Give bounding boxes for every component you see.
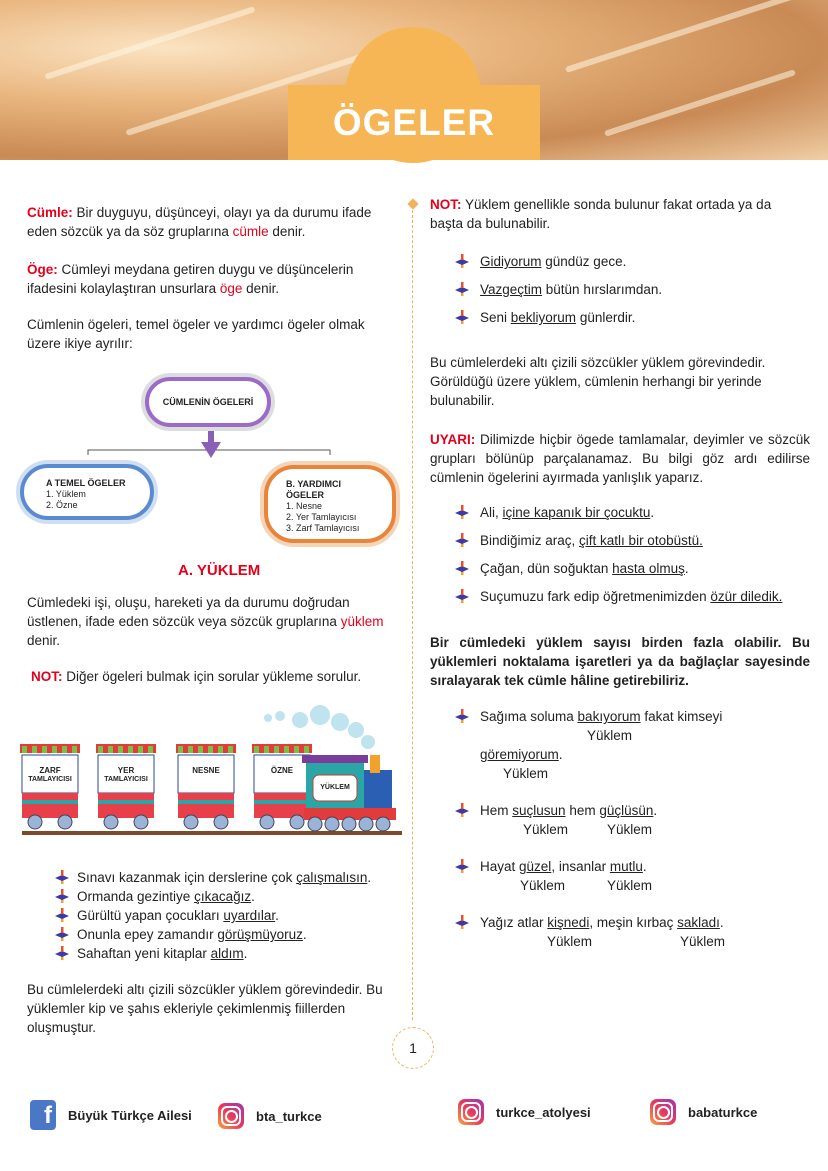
underlined-predicate: aldım	[210, 946, 244, 961]
temel-item: 2. Özne	[46, 500, 78, 510]
underlined-predicate: sakladı	[677, 915, 720, 930]
yardimci-item: 3. Zarf Tamlayıcısı	[286, 523, 360, 533]
sentence-text: , meşin kırbaç	[589, 915, 678, 930]
footer-instagram[interactable]	[218, 1103, 322, 1129]
example-sentence	[480, 503, 654, 522]
wagon-text: ZARF	[39, 766, 61, 775]
sentence-text: hem	[565, 803, 600, 818]
train-wagon-label	[98, 766, 154, 784]
underlined-predicate: uyardılar	[223, 908, 276, 923]
term: Öge:	[27, 262, 58, 277]
underlined-predicate: mutlu	[609, 859, 643, 874]
underlined-predicate: Vazgeçtim	[480, 282, 543, 297]
highlight: öge	[219, 281, 243, 296]
underlined-predicate: güçlüsün	[599, 803, 654, 818]
instagram-icon	[458, 1099, 484, 1125]
section-title: A. YÜKLEM	[178, 562, 261, 579]
sentence-text: .	[251, 889, 255, 904]
multi-predicate-note: Bir cümledeki yüklem sayısı birden fazla olabilir. Bu yüklemleri noktalama işaretleri ya da bağlaçlar sayesinde sıralayarak tek cümle hâline getirebiliriz.	[430, 635, 810, 688]
page-number: 1	[392, 1027, 434, 1069]
bullet-icon	[455, 589, 469, 603]
sentence-text: Yağız atlar	[480, 915, 548, 930]
wagon-text: TAMLAYICISI	[104, 776, 148, 783]
example-sentence	[480, 280, 662, 299]
yuklem-label: Yüklem	[503, 766, 549, 781]
sentence-text: Ali,	[480, 505, 503, 520]
underlined-predicate: hasta olmuş	[612, 561, 685, 576]
sentence-text: .	[558, 747, 563, 762]
intro-text: Cümlenin ögeleri, temel ögeler ve yardımcı ögeler olmak üzere ikiye ayrılır:	[27, 317, 365, 351]
bullet-icon	[55, 908, 69, 922]
sentence-text: Hayat	[480, 859, 520, 874]
example-sentence	[77, 906, 279, 925]
train-wagon-label	[254, 766, 310, 775]
divider-diamond-icon	[407, 198, 418, 209]
underlined-predicate: kişnedi	[547, 915, 590, 930]
footer-label: turkce_atolyesi	[496, 1104, 591, 1120]
sentence-text: Sağıma soluma	[480, 709, 578, 724]
sentence-text: Gürültü yapan çocukları	[77, 908, 224, 923]
sentence-text: , insanlar	[551, 859, 610, 874]
underlined-predicate: güzel	[519, 859, 552, 874]
bullet-icon	[455, 254, 469, 268]
underlined-predicate: bekliyorum	[510, 310, 577, 325]
train-wagon-label	[22, 766, 78, 784]
example-sentence	[77, 868, 371, 887]
right-para: Bu cümlelerdeki altı çizili sözcükler yüklem görevindedir. Görüldüğü üzere yüklem, cümlenin herhangi bir yerinde bulunabilir.	[430, 355, 766, 408]
text: Cümleyi meydana getiren duygu ve düşüncelerin ifadesini kolaylaştıran unsurlara	[27, 262, 354, 296]
text: Bir duyguyu, düşünceyi, olayı ya da durumu ifade eden sözcük ya da söz gruplarına	[27, 205, 372, 239]
facebook-icon: f	[30, 1100, 56, 1130]
underlined-predicate: suçlusun	[512, 803, 566, 818]
yardimci-item: 2. Yer Tamlayıcısı	[286, 512, 357, 522]
sentence-text: Sınavı kazanmak için derslerine çok	[77, 870, 297, 885]
sentence-text: .	[642, 859, 647, 874]
bullet-icon	[455, 859, 469, 873]
yuklem-label: Yüklem	[547, 934, 593, 949]
underlined-predicate: çıkacağız	[194, 889, 252, 904]
note-text: Diğer ögeleri bulmak için sorular yükleme sorulur.	[62, 669, 362, 684]
example-sentence	[480, 857, 647, 876]
underlined-predicate: bakıyorum	[577, 709, 641, 724]
wagon-text: TAMLAYICISI	[28, 776, 72, 783]
warning-label: UYARI:	[430, 432, 476, 447]
diagram-yardimci	[264, 465, 396, 543]
bullet-icon	[455, 803, 469, 817]
ogeler-diagram	[0, 370, 410, 560]
oge-definition	[27, 260, 387, 298]
text: denir.	[242, 281, 280, 296]
train-engine-label: YÜKLEM	[320, 784, 350, 791]
sentence-text: günlerdir.	[576, 310, 636, 325]
footer-label: Büyük Türkçe Ailesi	[68, 1107, 192, 1123]
footer-label: babaturkce	[688, 1104, 758, 1120]
yuklem-label: Yüklem	[680, 934, 726, 949]
sentence-text: fakat kimseyi	[640, 709, 723, 724]
sentence-text: Seni	[480, 310, 511, 325]
left-note	[31, 667, 401, 686]
sentence-text: Bindiğimiz araç,	[480, 533, 580, 548]
sentence-text: .	[367, 870, 372, 885]
sentence-text: .	[275, 908, 279, 923]
text: denir.	[268, 224, 306, 239]
sentence-text: .	[653, 803, 658, 818]
diagram-temel	[20, 464, 154, 520]
footer-label: bta_turkce	[256, 1108, 322, 1124]
note-text: Yüklem genellikle sonda bulunur fakat ortada ya da başta da bulunabilir.	[430, 197, 772, 231]
bullet-icon	[455, 561, 469, 575]
sentence-text: .	[243, 946, 248, 961]
example-sentence	[480, 587, 782, 606]
wagon-text: YER	[117, 766, 135, 775]
example-sentence	[480, 252, 626, 271]
cumle-definition	[27, 203, 392, 241]
bullet-icon	[455, 310, 469, 324]
underlined-predicate: içine kapanık bir çocuktu	[502, 505, 651, 520]
sentence-text: bütün hırslarımdan.	[542, 282, 663, 297]
underlined-predicate: çalışmalısın	[296, 870, 368, 885]
yuklem-definition	[27, 593, 397, 650]
bullet-icon	[455, 505, 469, 519]
sentence-text: Onunla epey zamandır	[77, 927, 218, 942]
underlined-predicate: göremiyorum	[480, 747, 559, 762]
text: Cümledeki işi, oluşu, hareketi ya da durumu doğrudan üstlenen, ifade eden sözcük veya sözcük gruplarına	[27, 595, 350, 629]
example-sentence	[480, 308, 635, 327]
sentence-text: Ormanda gezintiye	[77, 889, 195, 904]
temel-title: A TEMEL ÖGELER	[46, 478, 126, 488]
sentence-text: .	[719, 915, 724, 930]
example-sentence	[480, 801, 657, 820]
warning	[430, 430, 810, 487]
diagram-root: CÜMLENİN ÖGELERİ	[145, 377, 271, 427]
example-sentence	[480, 531, 703, 550]
yuklem-label: Yüklem	[587, 728, 633, 743]
sentence-text: .	[684, 561, 689, 576]
example-sentence	[77, 887, 255, 906]
underlined-predicate: Gidiyorum	[480, 254, 542, 269]
footer-facebook[interactable]	[30, 1100, 192, 1130]
example-sentence	[77, 925, 307, 944]
sentence-text: Hem	[480, 803, 513, 818]
yuklem-label: Yüklem	[607, 822, 653, 837]
train-wagon-label	[178, 766, 234, 775]
example-sentence	[480, 745, 563, 764]
bullet-icon	[55, 927, 69, 941]
bullet-icon	[55, 889, 69, 903]
left-closing: Bu cümlelerdeki altı çizili sözcükler yüklem görevindedir. Bu yüklemler kip ve şahıs ekleriyle çekimlenmiş fiillerden oluşmuştur.	[27, 982, 383, 1035]
instagram-icon	[218, 1103, 244, 1129]
sentence-text: Sahaftan yeni kitaplar	[77, 946, 211, 961]
column-divider	[412, 200, 413, 1020]
bullet-icon	[455, 915, 469, 929]
yuklem-label: Yüklem	[607, 878, 653, 893]
footer-instagram[interactable]	[458, 1099, 591, 1125]
example-sentence	[480, 559, 689, 578]
note-label: NOT:	[31, 669, 63, 684]
highlight: yüklem	[340, 614, 384, 629]
wagon-text: ÖZNE	[270, 766, 294, 775]
example-sentence	[77, 944, 247, 963]
note-label: NOT:	[430, 197, 462, 212]
wagon-text: NESNE	[192, 766, 220, 775]
train-illustration	[0, 700, 410, 840]
underlined-predicate: çift katlı bir otobüstü.	[579, 533, 703, 548]
yuklem-label: Yüklem	[520, 878, 566, 893]
underlined-predicate: özür diledik.	[710, 589, 783, 604]
bullet-icon	[55, 946, 69, 960]
yardimci-title: B. YARDIMCI ÖGELER	[286, 479, 342, 500]
example-sentence	[480, 913, 724, 932]
sentence-text: gündüz gece.	[541, 254, 627, 269]
underlined-predicate: görüşmüyoruz	[217, 927, 303, 942]
page-title: ÖGELER	[288, 85, 540, 160]
yardimci-item: 1. Nesne	[286, 501, 323, 511]
yuklem-label: Yüklem	[523, 822, 569, 837]
sentence-text: Suçumuzu fark edip öğretmenimizden	[480, 589, 711, 604]
bullet-icon	[455, 709, 469, 723]
bullet-icon	[455, 282, 469, 296]
instagram-icon	[650, 1099, 676, 1125]
bullet-icon	[55, 870, 69, 884]
sentence-text: .	[650, 505, 655, 520]
footer-instagram[interactable]	[650, 1099, 757, 1125]
term: Cümle:	[27, 205, 73, 220]
example-sentence	[480, 707, 722, 726]
highlight: cümle	[232, 224, 269, 239]
warning-text: Dilimizde hiçbir ögede tamlamalar, deyimler ve sözcük grupları bölünüp parçalanamaz. Bu bilgi göz ardı edilirse cümlenin ögelerini ayırmada yanlışlık yaparız.	[430, 432, 810, 485]
sentence-text: Çağan, dün soğuktan	[480, 561, 613, 576]
text: denir.	[27, 633, 61, 648]
sentence-text: .	[302, 927, 307, 942]
temel-item: 1. Yüklem	[46, 489, 86, 499]
right-note	[430, 195, 805, 233]
bullet-icon	[455, 533, 469, 547]
